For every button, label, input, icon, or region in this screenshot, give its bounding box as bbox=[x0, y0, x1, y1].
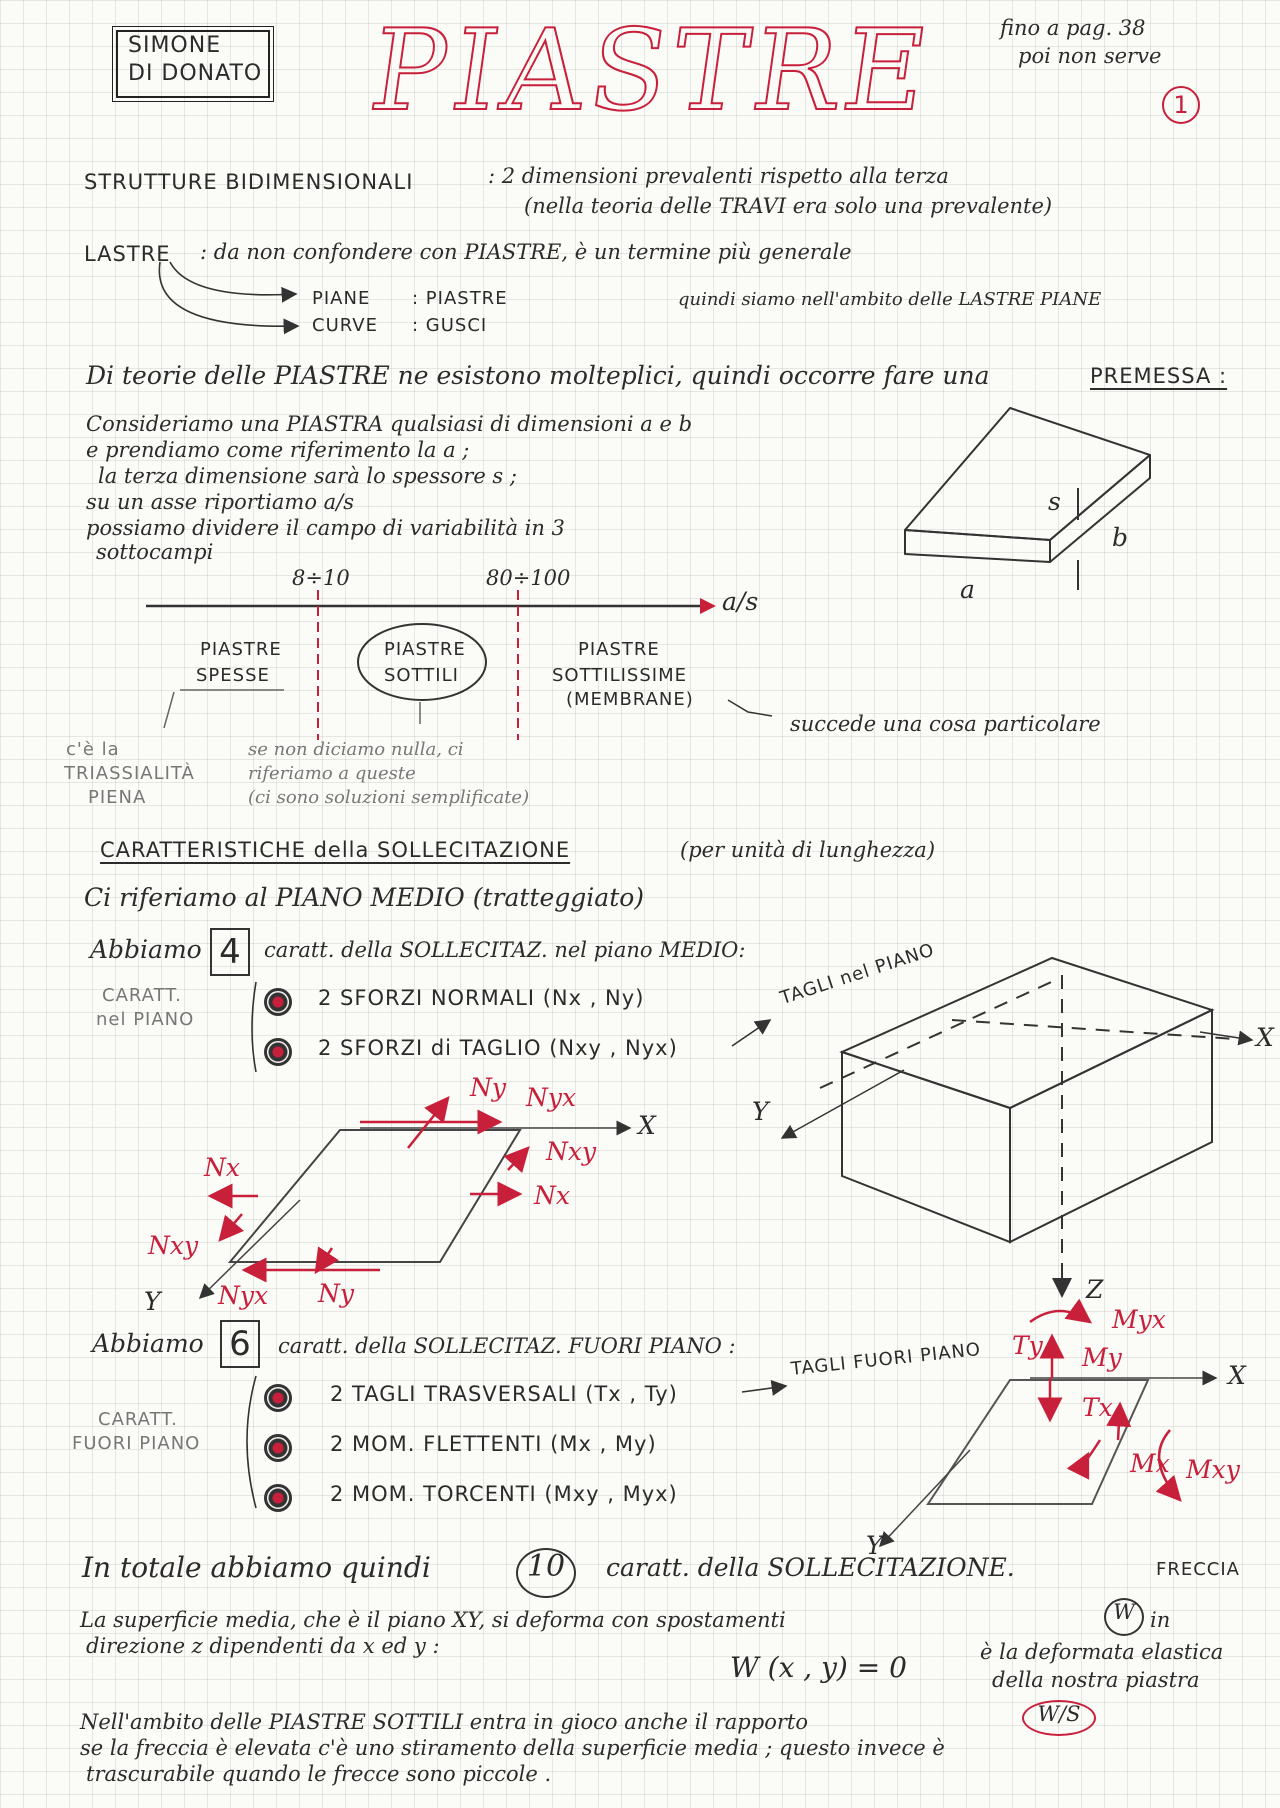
zone-thick-line2: SPESSE bbox=[196, 665, 270, 686]
label-mx: Mx bbox=[1130, 1449, 1170, 1478]
lastre-label: LASTRE bbox=[84, 242, 171, 266]
tagli-fuori-piano-note: TAGLI FUORI PIANO bbox=[789, 1339, 982, 1380]
page-number: 1 bbox=[1162, 86, 1200, 124]
superficie-line-1-end: in bbox=[1150, 1608, 1171, 1632]
zone-membrane-line1: PIASTRE bbox=[578, 639, 660, 660]
item-sforzi-taglio: 2 SFORZI di TAGLIO (Nxy , Nyx) bbox=[318, 1036, 678, 1060]
piane-equals: : PIASTRE bbox=[412, 288, 508, 309]
piane-label: PIANE bbox=[312, 288, 371, 309]
w-circled-symbol: W bbox=[1104, 1598, 1144, 1636]
consideriamo-line-1: Consideriamo una PIASTRA qualsiasi di dimensioni a e b bbox=[86, 412, 693, 436]
author-last-name: DI DONATO bbox=[128, 61, 263, 86]
zone-thin-note-1: se non diciamo nulla, ci bbox=[248, 739, 464, 760]
zone-membrane-line2: SOTTILISSIME bbox=[552, 665, 687, 686]
totale-prefix: In totale abbiamo quindi bbox=[82, 1551, 431, 1584]
block-axis-z: Z bbox=[1086, 1275, 1104, 1304]
page-title: PIASTRE bbox=[362, 6, 942, 136]
zone-thin-line2: SOTTILI bbox=[384, 665, 459, 686]
axis-label-a-over-s: a/s bbox=[722, 587, 759, 616]
strutture-text-1: : 2 dimensioni prevalenti rispetto alla terza bbox=[488, 164, 949, 188]
label-nxy-left: Nxy bbox=[148, 1231, 199, 1260]
count-box-4: 4 bbox=[210, 928, 250, 976]
premessa-label: PREMESSA : bbox=[1090, 364, 1228, 388]
nell-ambito-line-2: se la freccia è elevata c'è uno stiramento della superficie media ; questo invece è bbox=[80, 1736, 945, 1760]
nell-ambito-line-1: Nell'ambito delle PIASTRE SOTTILI entra in gioco anche il rapporto bbox=[80, 1710, 808, 1734]
label-myx: Myx bbox=[1112, 1305, 1166, 1334]
moment-axis-y: Y bbox=[866, 1531, 883, 1560]
plate-axis-x: X bbox=[638, 1111, 656, 1140]
label-tx: Tx bbox=[1082, 1393, 1113, 1422]
sollecitazione-heading: CARATTERISTICHE della SOLLECITAZIONE bbox=[100, 838, 571, 862]
item-mom-torcenti: 2 MOM. TORCENTI (Mxy , Myx) bbox=[330, 1482, 678, 1506]
label-ty: Ty bbox=[1012, 1331, 1043, 1360]
freccia-label: FRECCIA bbox=[1156, 1559, 1240, 1580]
block-axis-y: Y bbox=[752, 1097, 769, 1126]
consideriamo-line-4: su un asse riportiamo a/s bbox=[86, 490, 355, 514]
zone-thick-note-3: PIENA bbox=[88, 787, 147, 808]
item-tagli-trasversali: 2 TAGLI TRASVERSALI (Tx , Ty) bbox=[330, 1382, 678, 1406]
zone-thin-note-3: (ci sono soluzioni semplificate) bbox=[248, 787, 530, 808]
label-my: My bbox=[1082, 1343, 1122, 1372]
axis-tick-80-100: 80÷100 bbox=[486, 566, 571, 590]
superficie-line-2: direzione z dipendenti da x ed y : bbox=[86, 1634, 440, 1658]
author-first-name: SIMONE bbox=[128, 33, 222, 58]
abbiamo-4-suffix: caratt. della SOLLECITAZ. nel piano MEDIO: bbox=[264, 938, 746, 962]
abbiamo-4-prefix: Abbiamo bbox=[90, 935, 202, 964]
consideriamo-line-2: e prendiamo come riferimento la a ; bbox=[86, 438, 470, 462]
teorie-text: Di teorie delle PIASTRE ne esistono molteplici, quindi occorre fare una bbox=[86, 361, 990, 390]
abbiamo-6-suffix: caratt. della SOLLECITAZ. FUORI PIANO : bbox=[278, 1334, 736, 1358]
label-nyx-top: Nyx bbox=[526, 1083, 577, 1112]
dim-label-a: a bbox=[960, 575, 975, 604]
totale-suffix: caratt. della SOLLECITAZIONE. bbox=[606, 1553, 1015, 1582]
tagli-nel-piano-note: TAGLI nel PIANO bbox=[777, 939, 938, 1010]
label-nyx-bottom: Nyx bbox=[218, 1281, 269, 1310]
zone-membrane-line3: (MEMBRANE) bbox=[566, 689, 694, 710]
label-mxy: Mxy bbox=[1186, 1455, 1240, 1484]
label-nxy-right: Nxy bbox=[546, 1137, 597, 1166]
deformata-note-1: è la deformata elastica bbox=[980, 1640, 1224, 1664]
consideriamo-line-6: sottocampi bbox=[96, 540, 214, 564]
label-nx-left: Nx bbox=[204, 1153, 240, 1182]
strutture-text-2: (nella teoria delle TRAVI era solo una prevalente) bbox=[524, 194, 1053, 218]
riferimento-piano-medio: Ci riferiamo al PIANO MEDIO (tratteggiato) bbox=[84, 883, 645, 912]
dim-label-b: b bbox=[1112, 523, 1129, 552]
axis-tick-8-10: 8÷10 bbox=[292, 566, 350, 590]
header-note-line2: poi non serve bbox=[1018, 44, 1162, 68]
deformata-note-2: della nostra piastra bbox=[992, 1668, 1200, 1692]
lastre-text: : da non confondere con PIASTRE, è un termine più generale bbox=[200, 240, 852, 264]
consideriamo-line-3: la terza dimensione sarà lo spessore s ; bbox=[98, 464, 517, 488]
curve-label: CURVE bbox=[312, 315, 378, 336]
zone-thick-note-1: c'è la bbox=[66, 739, 120, 760]
deformata-formula: W (x , y) = 0 bbox=[730, 1651, 907, 1684]
side-label-nel-piano-1: CARATT. bbox=[102, 985, 182, 1006]
zone-thick-note-2: TRIASSIALITÀ bbox=[64, 763, 195, 784]
count-box-6: 6 bbox=[220, 1320, 260, 1368]
dim-label-s: s bbox=[1048, 487, 1061, 516]
label-ny-top: Ny bbox=[470, 1073, 506, 1102]
plate-axis-y: Y bbox=[144, 1287, 161, 1316]
label-ny-bottom: Ny bbox=[318, 1279, 354, 1308]
item-sforzi-normali: 2 SFORZI NORMALI (Nx , Ny) bbox=[318, 986, 645, 1010]
label-nx-right: Nx bbox=[534, 1181, 570, 1210]
consideriamo-line-5: possiamo dividere il campo di variabilità in 3 bbox=[86, 516, 565, 540]
zone-thick-line1: PIASTRE bbox=[200, 639, 282, 660]
totale-circled-number: 10 bbox=[516, 1548, 576, 1598]
quindi-text: quindi siamo nell'ambito delle LASTRE PIANE bbox=[678, 289, 1102, 310]
zone-thin-note-2: riferiamo a queste bbox=[248, 763, 416, 784]
zone-thin-line1: PIASTRE bbox=[384, 639, 466, 660]
side-label-fuori-piano-2: FUORI PIANO bbox=[72, 1433, 201, 1454]
strutture-label: STRUTTURE BIDIMENSIONALI bbox=[84, 170, 414, 194]
item-mom-flettenti: 2 MOM. FLETTENTI (Mx , My) bbox=[330, 1432, 657, 1456]
side-label-nel-piano-2: nel PIANO bbox=[96, 1009, 195, 1030]
side-label-fuori-piano-1: CARATT. bbox=[98, 1409, 178, 1430]
sollecitazione-heading-note: (per unità di lunghezza) bbox=[680, 838, 936, 862]
moment-axis-x: X bbox=[1228, 1361, 1246, 1390]
block-axis-x: X bbox=[1256, 1023, 1274, 1052]
zone-membrane-note: succede una cosa particolare bbox=[790, 712, 1101, 736]
nell-ambito-line-3: trascurabile quando le frecce sono piccole . bbox=[86, 1762, 552, 1786]
header-note-line1: fino a pag. 38 bbox=[1000, 16, 1146, 40]
curve-equals: : GUSCI bbox=[412, 315, 488, 336]
superficie-line-1: La superficie media, che è il piano XY, si deforma con spostamenti bbox=[80, 1608, 786, 1632]
abbiamo-6-prefix: Abbiamo bbox=[92, 1329, 204, 1358]
ws-circled-ratio: W/S bbox=[1022, 1700, 1096, 1736]
